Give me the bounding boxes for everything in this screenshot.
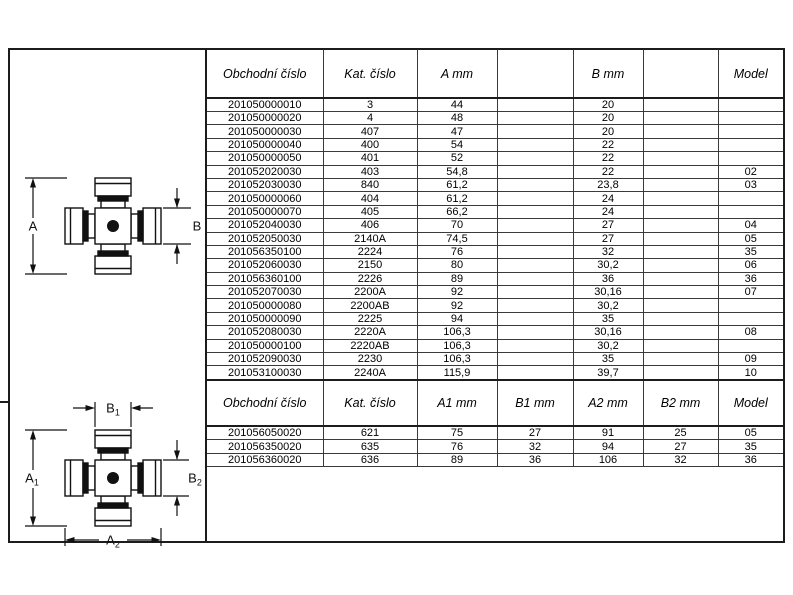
table-cell: 30,2 [573,259,643,272]
empty-strip [207,467,783,541]
table-cell: 201052030030 [207,178,323,191]
table-cell: 24 [573,192,643,205]
table-cell: 76 [417,440,497,453]
table-cell [643,299,718,312]
table-row [207,259,783,272]
table-cell: 201050000060 [207,192,323,205]
table-cell: 201052040030 [207,219,323,232]
table-cell [497,326,573,339]
table-cell: 75 [417,426,497,440]
dimension-label-b: B [192,218,202,234]
table-cell: 27 [643,440,718,453]
table-cell: 106,3 [417,353,497,366]
table-cell: 39,7 [573,366,643,379]
table-cell: 89 [417,453,497,466]
table-cell: 2220A [323,326,417,339]
table-cell: 4 [323,112,417,125]
table-cell [497,112,573,125]
column-header: A mm [417,50,497,98]
table-cell: 3 [323,98,417,112]
dimension-label-b2: $B_2$ [188,470,202,488]
table-cell: 36 [718,453,783,466]
table-cell: 840 [323,178,417,191]
table-header-row [207,381,783,426]
table-cell: 10 [744,366,757,379]
table-cell: 06 [718,259,783,272]
table-row [207,339,783,352]
table-cell [643,232,718,245]
spec-table-double-joint [207,381,783,467]
table-cell: 404 [323,192,417,205]
table-row [207,165,783,178]
table-cell: 201050000090 [207,312,323,325]
table-cell [497,366,573,379]
column-header: Kat. číslo [323,50,417,98]
table-cell [643,192,718,205]
table-cell: 621 [323,426,417,440]
table-cell: 35 [573,312,643,325]
table-cell [643,98,718,112]
table-cell [718,112,783,125]
table-cell [497,98,573,112]
column-header: Model [718,50,783,98]
table-cell: 405 [323,205,417,218]
table-cell [643,366,718,379]
table-cell: 05 [718,232,783,245]
table-row [207,138,783,151]
table-cell: 54 [417,138,497,151]
table-cell [718,125,783,138]
table-cell [643,245,718,258]
table-cell: 635 [323,440,417,453]
table-cell [497,272,573,285]
table-cell: 2150 [323,259,417,272]
table-cell: 54,8 [417,165,497,178]
table-cell: 201056050020 [207,426,323,440]
table-cell [643,205,718,218]
table-cell: 30,2 [573,339,643,352]
table-cell [643,125,718,138]
cross-joint-diagram-double [11,400,205,552]
table-cell: 20 [573,98,643,112]
table-cell: 22 [573,152,643,165]
table-cell: 35 [573,353,643,366]
table-cell [643,178,718,191]
table-cell: 08 [718,326,783,339]
table-cell: 2220AB [323,339,417,352]
column-header: A2 mm [573,381,643,426]
table-cell: 80 [417,259,497,272]
dimension-label-b1: $B_1$ [106,400,120,418]
table-cell: 76 [417,245,497,258]
table-cell: 106,3 [417,326,497,339]
table-cell [643,259,718,272]
table-row [207,245,783,258]
table-cell [497,138,573,151]
table-cell: 201056350100 [207,245,323,258]
table-cell: 201052070030 [207,286,323,299]
cross-joint-diagram-single [11,168,205,290]
column-header: Model [718,381,783,426]
table-cell: 92 [417,286,497,299]
table-row [207,205,783,218]
table-cell [718,299,783,312]
table-cell [643,112,718,125]
dimension-label-a2: $A_2$ [106,532,120,550]
table-cell: 22 [573,138,643,151]
table-cell: 66,2 [417,205,497,218]
column-header: Obchodní číslo [207,381,323,426]
table-cell: 20 [573,125,643,138]
double-joint-table-section [207,379,783,467]
table-cell: 201052020030 [207,165,323,178]
table-cell [497,125,573,138]
table-cell: 04 [718,219,783,232]
diagram-column [10,50,207,550]
table-cell: 201050000020 [207,112,323,125]
table-row [207,219,783,232]
dimension-label-a: A [28,218,38,234]
table-cell: 106 [573,453,643,466]
table-cell [643,165,718,178]
table-cell: 201050000050 [207,152,323,165]
table-cell [718,192,783,205]
column-header: B2 mm [643,381,718,426]
table-cell: 94 [417,312,497,325]
table-cell: 89 [417,272,497,285]
column-header: B mm [573,50,643,98]
table-cell: 30,16 [573,286,643,299]
table-cell: 201056360100 [207,272,323,285]
table-row [207,353,783,366]
tables-column [207,50,783,541]
table-cell [718,138,783,151]
table-cell [718,152,783,165]
table-row [207,286,783,299]
table-cell: 201052050030 [207,232,323,245]
table-row [207,326,783,339]
table-cell [643,152,718,165]
table-cell: 32 [643,453,718,466]
table-cell: 36 [718,272,783,285]
table-cell: 201052060030 [207,259,323,272]
table-cell [497,286,573,299]
table-cell: 24 [573,205,643,218]
table-cell: 35 [718,245,783,258]
table-cell: 201056360020 [207,453,323,466]
table-cell: 47 [417,125,497,138]
table-row [207,366,783,379]
table-cell [497,192,573,205]
table-cell: 27 [573,232,643,245]
table-row [207,125,783,138]
table-cell: 52 [417,152,497,165]
table-row [207,272,783,285]
column-header [643,50,718,98]
table-cell: 03 [718,178,783,191]
column-header: B1 mm [497,381,573,426]
dimension-b2-arrowheads [174,451,180,506]
table-cell [497,205,573,218]
spec-table-single-joint [207,50,783,379]
column-header: Obchodní číslo [207,50,323,98]
table-cell: 2200A [323,286,417,299]
table-cell [718,205,783,218]
table-cell: 30,2 [573,299,643,312]
table-row [207,232,783,245]
table-cell: 201050000010 [207,98,323,112]
table-cell [643,312,718,325]
table-cell: 27 [497,426,573,440]
table-cell: 201052090030 [207,353,323,366]
table-cell: 2200AB [323,299,417,312]
table-cell: 201052080030 [207,326,323,339]
table-cell [497,299,573,312]
table-header-row [207,50,783,98]
table-cell: 201050000100 [207,339,323,352]
table-cell: 2140A [323,232,417,245]
table-cell [718,312,783,325]
table-cell [643,219,718,232]
table-cell [643,272,718,285]
table-cell: 403 [323,165,417,178]
table-cell [643,138,718,151]
table-cell: 401 [323,152,417,165]
table-cell [497,178,573,191]
table-cell: 92 [417,299,497,312]
table-cell: 201050000040 [207,138,323,151]
table-cell [497,312,573,325]
table-cell: 106,3 [417,339,497,352]
table-cell: 22 [573,165,643,178]
table-cell: 201053100030 [207,366,323,379]
table-cell: 44 [417,98,497,112]
table-cell: 09 [718,353,783,366]
table-cell: 201056350020 [207,440,323,453]
table-row [207,453,783,466]
table-cell: 25 [643,426,718,440]
table-cell: 2240A [323,366,417,379]
table-cell: 400 [323,138,417,151]
column-header: Kat. číslo [323,381,417,426]
table-cell: 407 [323,125,417,138]
table-cell: 23,8 [573,178,643,191]
table-cell [643,339,718,352]
table-cell: 2224 [323,245,417,258]
table-row [207,299,783,312]
table-cell: 2225 [323,312,417,325]
table-cell: 61,2 [417,192,497,205]
table-cell: 2230 [323,353,417,366]
catalog-panel [8,48,785,550]
table-row [207,152,783,165]
table-cell: 32 [497,440,573,453]
table-row [207,192,783,205]
table-cell: 94 [573,440,643,453]
single-joint-table-section [207,50,783,379]
table-cell [497,152,573,165]
table-cell: 35 [718,440,783,453]
table-cell: 36 [497,453,573,466]
column-header: A1 mm [417,381,497,426]
table-row [207,178,783,191]
table-cell [718,98,783,112]
table-cell [497,165,573,178]
column-header [497,50,573,98]
table-cell: 32 [573,245,643,258]
table-cell: 201050000070 [207,205,323,218]
center-bore-dot [107,472,119,484]
table-cell: 05 [718,426,783,440]
table-cell [497,245,573,258]
table-cell: 74,5 [417,232,497,245]
table-cell [497,353,573,366]
table-cell: 48 [417,112,497,125]
table-cell: 36 [573,272,643,285]
table-cell: 02 [718,165,783,178]
table-row [207,112,783,125]
table-row [207,312,783,325]
table-cell [497,339,573,352]
dimension-b-arrowheads [174,199,180,254]
table-cell: 115,9 [417,366,497,379]
table-cell: 406 [323,219,417,232]
table-cell: 30,16 [573,326,643,339]
table-cell [643,286,718,299]
center-bore-dot [107,220,119,232]
table-cell [497,219,573,232]
table-cell: 07 [718,286,783,299]
table-cell: 27 [573,219,643,232]
table-cell [718,339,783,352]
table-cell [497,259,573,272]
table-row [207,426,783,440]
dimension-label-a1: $A_1$ [25,470,39,488]
table-row [207,98,783,112]
table-cell: 20 [573,112,643,125]
table-cell: 201050000080 [207,299,323,312]
table-cell: 201050000030 [207,125,323,138]
table-cell [643,353,718,366]
table-cell: 61,2 [417,178,497,191]
table-cell: 91 [573,426,643,440]
table-row [207,440,783,453]
table-cell: 636 [323,453,417,466]
table-cell: 70 [417,219,497,232]
table-cell [497,232,573,245]
table-cell [643,326,718,339]
table-cell: 2226 [323,272,417,285]
